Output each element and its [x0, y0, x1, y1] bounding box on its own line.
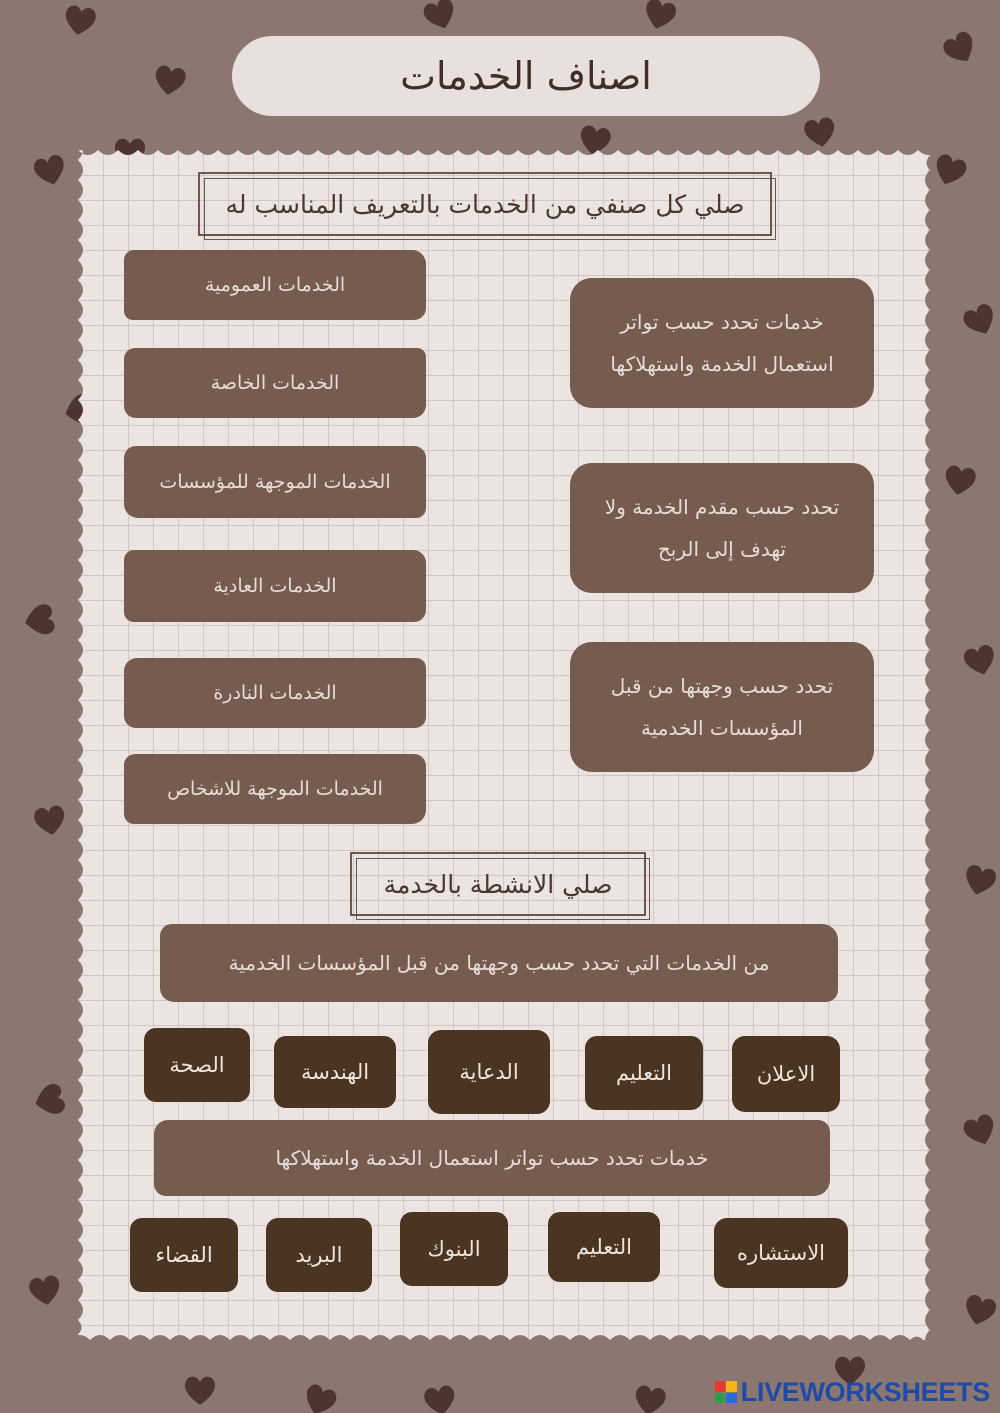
heart-icon [57, 0, 103, 43]
heart-icon [26, 146, 75, 195]
group-destination-label[interactable]: من الخدمات التي تحدد حسب وجهتها من قبل المؤسسات الخدمية [160, 924, 838, 1002]
activity-education-2[interactable]: التعليم [548, 1212, 660, 1282]
heart-icon [417, 1377, 463, 1413]
category-ordinary-services[interactable]: الخدمات العادية [124, 550, 426, 622]
heart-icon [414, 0, 465, 40]
heart-icon [953, 293, 1000, 346]
heart-icon [26, 1076, 75, 1125]
definition-destination-line2: المؤسسات الخدمية [641, 716, 803, 740]
instruction-match-categories: صلي كل صنفي من الخدمات بالتعريف المناسب له [198, 172, 772, 236]
heart-icon [22, 1267, 68, 1313]
definition-provider-line2: تهدف إلى الربح [657, 537, 787, 561]
instruction-match-activities: صلي الانشطة بالخدمة [350, 852, 646, 916]
activity-post[interactable]: البريد [266, 1218, 372, 1292]
activity-education-1[interactable]: التعليم [585, 1036, 703, 1110]
heart-icon [180, 1370, 220, 1410]
page-title: اصناف الخدمات [232, 36, 820, 116]
category-public-services[interactable]: الخدمات العمومية [124, 250, 426, 320]
definition-frequency-line2: استعمال الخدمة واستهلاكها [610, 352, 834, 376]
heart-icon [627, 1377, 673, 1413]
activity-advertising[interactable]: الدعاية [428, 1030, 550, 1114]
heart-icon [956, 636, 1000, 685]
heart-icon [956, 856, 1000, 905]
category-business-services[interactable]: الخدمات الموجهة للمؤسسات [124, 446, 426, 518]
activity-announcement[interactable]: الاعلان [732, 1036, 840, 1112]
heart-icon [924, 144, 975, 195]
heart-icon [956, 1286, 1000, 1335]
heart-icon [636, 0, 685, 38]
activity-engineering[interactable]: الهندسة [274, 1036, 396, 1108]
heart-icon [937, 457, 983, 503]
heart-icon [17, 597, 63, 643]
heart-icon [294, 1374, 345, 1413]
liveworksheets-brand [715, 1377, 990, 1407]
activity-banks[interactable]: البنوك [400, 1212, 508, 1286]
group-frequency-label[interactable]: خدمات تحدد حسب تواتر استعمال الخدمة واستهلاكها [154, 1120, 830, 1196]
heart-icon [27, 797, 73, 843]
heart-icon [933, 21, 988, 76]
activity-judiciary[interactable]: القضاء [130, 1218, 238, 1292]
category-private-services[interactable]: الخدمات الخاصة [124, 348, 426, 418]
grid-paper [78, 150, 930, 1340]
heart-icon [954, 1104, 1000, 1155]
definition-destination-line1: تحدد حسب وجهتها من قبل [610, 674, 834, 698]
liveworksheets-logo-icon [715, 1381, 737, 1403]
brand-text: LIVEWORKSHEETS [740, 1376, 990, 1407]
definition-frequency[interactable] [570, 278, 874, 408]
activity-consulting[interactable]: الاستشاره [714, 1218, 848, 1288]
definition-destination[interactable] [570, 642, 874, 772]
definition-provider-line1: تحدد حسب مقدم الخدمة ولا [604, 495, 840, 519]
heart-icon [147, 57, 193, 103]
category-rare-services[interactable]: الخدمات النادرة [124, 658, 426, 728]
definition-provider[interactable] [570, 463, 874, 593]
definition-frequency-line1: خدمات تحدد حسب تواتر [620, 310, 824, 334]
activity-health[interactable]: الصحة [144, 1028, 250, 1102]
category-personal-services[interactable]: الخدمات الموجهة للاشخاص [124, 754, 426, 824]
heart-icon [797, 109, 843, 155]
